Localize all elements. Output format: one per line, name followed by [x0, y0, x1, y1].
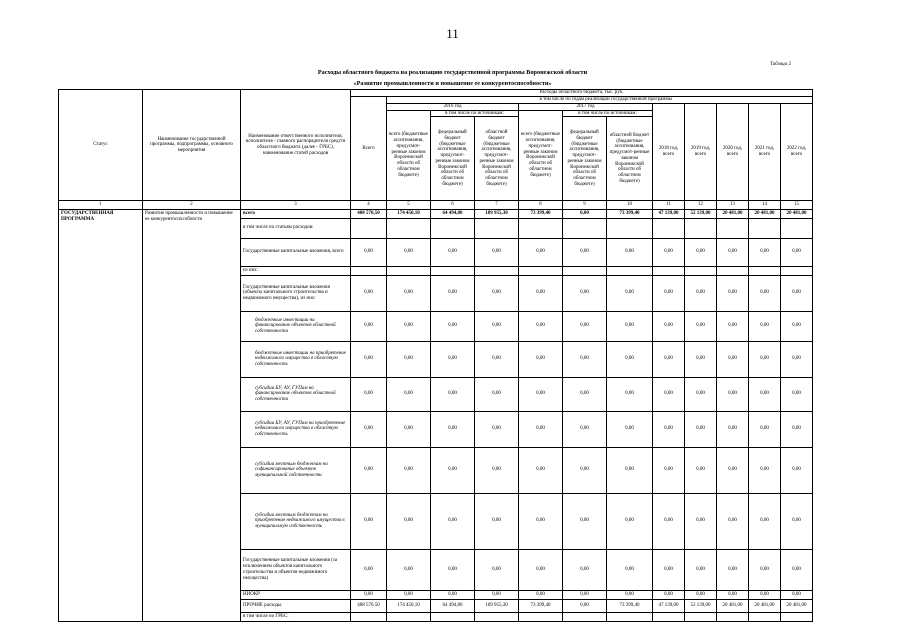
value-cell: 0,00 [519, 377, 563, 411]
value-cell: 0,00 [749, 411, 781, 447]
value-cell: 0,00 [653, 341, 685, 377]
value-cell [387, 612, 431, 621]
value-cell: 73 399,40 [519, 209, 563, 218]
value-cell [351, 612, 387, 621]
value-cell: 73 399,40 [607, 209, 653, 218]
value-cell: 0,00 [717, 275, 749, 311]
col-number: 4 [351, 201, 387, 210]
value-cell: 0,00 [563, 549, 607, 590]
value-cell: 0,00 [387, 377, 431, 411]
value-cell: 0,00 [749, 590, 781, 599]
value-cell: 0,00 [717, 341, 749, 377]
value-cell: 0,00 [685, 377, 717, 411]
title-line-2: «Развитие промышленности и повышение ее конкурентоспособности» [353, 80, 552, 87]
header-col-2017-reg: областной бюджет (бюджетные ассигнования, предусмот-ренные законом Воронежской области об областном бюджете) [607, 117, 653, 201]
value-cell: 0,00 [607, 549, 653, 590]
row-label: бюджетные инвестиции на приобретение недвижимого имущества в областную собственность [241, 341, 351, 377]
value-cell [781, 266, 813, 275]
header-incl-sources-2016: в том числе по источникам: [431, 110, 519, 117]
value-cell: 47 139,00 [653, 599, 685, 612]
value-cell: 0,00 [387, 311, 431, 341]
value-cell: 0,00 [653, 447, 685, 493]
value-cell: 64 494,80 [431, 599, 475, 612]
header-col-2016-total: всего (бюджетные ассигнования, предусмот-ренные законом Воронежской области об областном бюджете) [387, 110, 431, 201]
value-cell: 20 481,00 [781, 599, 813, 612]
value-cell: 0,00 [351, 493, 387, 549]
col-number: 13 [717, 201, 749, 210]
value-cell [475, 266, 519, 275]
value-cell: 0,00 [431, 549, 475, 590]
value-cell [431, 266, 475, 275]
value-cell: 0,00 [749, 447, 781, 493]
value-cell: 0,00 [685, 275, 717, 311]
value-cell: 52 139,00 [685, 599, 717, 612]
value-cell: 0,00 [685, 447, 717, 493]
row-label: субсидии БУ, АУ, ГУПам на приобретение недвижимого имущества в областную собственность [241, 411, 351, 447]
value-cell: 0,00 [685, 411, 717, 447]
value-cell: 0,00 [653, 411, 685, 447]
value-cell [653, 218, 685, 238]
column-numbers-row [59, 201, 813, 210]
value-cell: 0,00 [749, 238, 781, 266]
value-cell: 0,00 [519, 411, 563, 447]
value-cell [475, 218, 519, 238]
value-cell: 0,00 [607, 238, 653, 266]
value-cell: 0,00 [563, 411, 607, 447]
value-cell: 0,00 [431, 341, 475, 377]
row-label: НИОКР [241, 590, 351, 599]
value-cell: 0,00 [519, 275, 563, 311]
col-number: 1 [59, 201, 143, 210]
value-cell [607, 612, 653, 621]
row-label: в том числе по статьям расходов: [241, 218, 351, 238]
value-cell: 0,00 [475, 238, 519, 266]
value-cell: 0,00 [781, 311, 813, 341]
value-cell: 0,00 [475, 590, 519, 599]
col-number: 11 [653, 201, 685, 210]
value-cell: 0,00 [431, 238, 475, 266]
value-cell [749, 612, 781, 621]
value-cell: 0,00 [781, 411, 813, 447]
col-number: 9 [563, 201, 607, 210]
value-cell: 0,00 [475, 275, 519, 311]
value-cell: 174 450,10 [387, 599, 431, 612]
value-cell: 0,00 [607, 447, 653, 493]
value-cell [607, 218, 653, 238]
header-col-2018: 2018 год, всего [653, 103, 685, 201]
value-cell: 0,00 [781, 590, 813, 599]
value-cell: 0,00 [563, 447, 607, 493]
header-col-2016-fed: федеральный бюджет (бюджетные ассигнования, предусмот-ренные законом Воронежской области об областном бюджете) [431, 117, 475, 201]
value-cell: 0,00 [475, 377, 519, 411]
row-label: субсидии БУ, АУ, ГУПам на финансирование объектов областной собственности [241, 377, 351, 411]
header-col-2020: 2020 год, всего [717, 103, 749, 201]
title-line-1: Расходы областного бюджета на реализацию государственной программы Воронежской области [317, 69, 588, 76]
value-cell [351, 218, 387, 238]
value-cell [685, 266, 717, 275]
value-cell [563, 612, 607, 621]
value-cell [519, 266, 563, 275]
col-number: 12 [685, 201, 717, 210]
program-name-cell: Развитие промышленности и повышение ее конкурентоспособности [143, 209, 241, 621]
value-cell: 0,00 [563, 377, 607, 411]
value-cell [685, 612, 717, 621]
value-cell [781, 612, 813, 621]
value-cell: 0,00 [387, 590, 431, 599]
value-cell: 0,00 [519, 447, 563, 493]
row-label: всего [241, 209, 351, 218]
value-cell [653, 266, 685, 275]
row-label: в том числе по ГРБС: [241, 612, 351, 621]
header-year-2017: 2017 год [519, 103, 653, 110]
value-cell: 52 139,00 [685, 209, 717, 218]
header-status: Статус [59, 90, 143, 201]
value-cell: 0,00 [717, 493, 749, 549]
value-cell [519, 218, 563, 238]
value-cell: 0,00 [685, 311, 717, 341]
header-expenses-group: Расходы областного бюджета, тыс. руб. [351, 90, 813, 97]
value-cell: 0,00 [653, 238, 685, 266]
value-cell: 20 481,00 [717, 599, 749, 612]
value-cell: 0,00 [431, 275, 475, 311]
col-number: 7 [475, 201, 519, 210]
value-cell [607, 266, 653, 275]
value-cell: 0,00 [475, 311, 519, 341]
value-cell: 0,00 [431, 411, 475, 447]
value-cell: 0,00 [431, 590, 475, 599]
col-number: 2 [143, 201, 241, 210]
table-note: Таблица 2 [770, 62, 791, 67]
value-cell: 0,00 [685, 549, 717, 590]
value-cell: 0,00 [717, 238, 749, 266]
value-cell: 0,00 [685, 493, 717, 549]
col-number: 5 [387, 201, 431, 210]
value-cell: 0,00 [431, 493, 475, 549]
value-cell: 0,00 [387, 275, 431, 311]
header-executor: Наименование ответственного исполнителя, исполнителя - главного распорядителя средств областного бюджета (далее - ГРБС), наименование статей расходов [241, 90, 351, 201]
col-number: 3 [241, 201, 351, 210]
value-cell: 0,00 [351, 238, 387, 266]
value-cell: 0,00 [519, 590, 563, 599]
value-cell: 0,00 [607, 590, 653, 599]
value-cell: 0,00 [519, 238, 563, 266]
value-cell: 0,00 [749, 275, 781, 311]
value-cell [653, 612, 685, 621]
row-label: субсидии местным бюджетам на приобретение недвижимого имущества в муниципальную собственность [241, 493, 351, 549]
value-cell: 0,00 [653, 275, 685, 311]
value-cell: 0,00 [519, 311, 563, 341]
header-by-years: в том числе по годам реализации государственной программы [387, 97, 813, 104]
value-cell [519, 612, 563, 621]
value-cell: 0,00 [717, 377, 749, 411]
value-cell: 0,00 [781, 447, 813, 493]
value-cell: 0,00 [475, 411, 519, 447]
value-cell: 0,00 [563, 209, 607, 218]
row-label: Государственные капитальные вложения, всего [241, 238, 351, 266]
header-col-2016-reg: областной бюджет (бюджетные ассигнования, предусмот-ренные законом Воронежской области об областном бюджете) [475, 117, 519, 201]
value-cell: 0,00 [563, 493, 607, 549]
value-cell: 0,00 [387, 549, 431, 590]
value-cell: 0,00 [653, 377, 685, 411]
header-program-name: Наименование государственной программы, подпрограммы, основного мероприятия [143, 90, 241, 201]
header-col-2022: 2022 год, всего [781, 103, 813, 201]
value-cell: 0,00 [387, 493, 431, 549]
value-cell: 0,00 [685, 590, 717, 599]
value-cell: 0,00 [717, 311, 749, 341]
header-col-2021: 2021 год, всего [749, 103, 781, 201]
value-cell: 20 481,00 [749, 209, 781, 218]
value-cell: 0,00 [351, 590, 387, 599]
value-cell: 47 139,00 [653, 209, 685, 218]
value-cell [717, 612, 749, 621]
row-label: Государственные капитальные вложения (за исключением объектов капитального строительства и объектов недвижимого имущества) [241, 549, 351, 590]
value-cell [563, 266, 607, 275]
value-cell: 0,00 [351, 341, 387, 377]
value-cell: 0,00 [749, 377, 781, 411]
value-cell: 0,00 [749, 341, 781, 377]
header-col-2019: 2019 год, всего [685, 103, 717, 201]
value-cell: 0,00 [563, 341, 607, 377]
value-cell: 0,00 [685, 341, 717, 377]
value-cell: 0,00 [607, 493, 653, 549]
value-cell: 0,00 [387, 341, 431, 377]
value-cell: 0,00 [781, 238, 813, 266]
value-cell: 73 399,40 [519, 599, 563, 612]
header-col-2017-fed: федеральный бюджет (бюджетные ассигнования, предусмот-ренные законом Воронежской области об областном бюджете) [563, 117, 607, 201]
expenses-table [58, 89, 813, 622]
header-incl-sources-2017: в том числе по источникам: [563, 110, 653, 117]
value-cell: 0,00 [749, 549, 781, 590]
value-cell: 0,00 [387, 447, 431, 493]
value-cell: 0,00 [431, 311, 475, 341]
value-cell: 0,00 [387, 238, 431, 266]
value-cell: 0,00 [717, 549, 749, 590]
value-cell: 0,00 [607, 341, 653, 377]
value-cell: 0,00 [475, 493, 519, 549]
value-cell: 73 399,40 [607, 599, 653, 612]
value-cell: 0,00 [563, 590, 607, 599]
value-cell [749, 218, 781, 238]
row-label: из них: [241, 266, 351, 275]
value-cell: 0,00 [563, 275, 607, 311]
header-total: Всего [351, 97, 387, 201]
row-label: Государственные капитальные вложения (объекты капитального строительства и недвижимого имущества), из них: [241, 275, 351, 311]
value-cell: 0,00 [607, 311, 653, 341]
row-label: ПРОЧИЕ расходы [241, 599, 351, 612]
value-cell: 0,00 [431, 447, 475, 493]
value-cell: 0,00 [475, 447, 519, 493]
value-cell: 109 955,30 [475, 209, 519, 218]
value-cell: 0,00 [685, 238, 717, 266]
value-cell [685, 218, 717, 238]
value-cell [475, 612, 519, 621]
col-number: 15 [781, 201, 813, 210]
value-cell: 0,00 [563, 311, 607, 341]
value-cell: 0,00 [351, 411, 387, 447]
value-cell: 0,00 [653, 493, 685, 549]
value-cell: 0,00 [519, 549, 563, 590]
value-cell: 0,00 [351, 311, 387, 341]
value-cell: 0,00 [351, 549, 387, 590]
value-cell: 64 494,80 [431, 209, 475, 218]
value-cell [431, 612, 475, 621]
value-cell: 0,00 [717, 590, 749, 599]
value-cell: 0,00 [717, 411, 749, 447]
value-cell: 0,00 [519, 493, 563, 549]
table-row [59, 209, 813, 218]
value-cell [387, 218, 431, 238]
value-cell: 0,00 [351, 447, 387, 493]
value-cell [717, 218, 749, 238]
value-cell: 0,00 [563, 599, 607, 612]
value-cell: 0,00 [781, 341, 813, 377]
value-cell: 0,00 [781, 377, 813, 411]
col-number: 6 [431, 201, 475, 210]
value-cell: 0,00 [431, 377, 475, 411]
value-cell [781, 218, 813, 238]
value-cell: 0,00 [351, 377, 387, 411]
value-cell: 0,00 [607, 377, 653, 411]
value-cell: 0,00 [781, 493, 813, 549]
value-cell: 0,00 [519, 341, 563, 377]
col-number: 8 [519, 201, 563, 210]
value-cell: 109 955,30 [475, 599, 519, 612]
value-cell: 0,00 [351, 275, 387, 311]
col-number: 14 [749, 201, 781, 210]
value-cell: 0,00 [717, 447, 749, 493]
col-number: 10 [607, 201, 653, 210]
value-cell: 0,00 [781, 275, 813, 311]
value-cell: 0,00 [781, 549, 813, 590]
value-cell: 0,00 [653, 549, 685, 590]
value-cell [563, 218, 607, 238]
value-cell [351, 266, 387, 275]
value-cell: 0,00 [475, 549, 519, 590]
value-cell: 0,00 [653, 590, 685, 599]
value-cell: 0,00 [475, 341, 519, 377]
value-cell [387, 266, 431, 275]
value-cell: 0,00 [563, 238, 607, 266]
value-cell [717, 266, 749, 275]
value-cell: 174 450,10 [387, 209, 431, 218]
value-cell: 0,00 [749, 311, 781, 341]
value-cell: 408 570,50 [351, 209, 387, 218]
row-label: субсидии местным бюджетам на софинансирование объектов муниципальной собственности [241, 447, 351, 493]
row-label: бюджетные инвестиции на финансирование объектов областной собственности [241, 311, 351, 341]
value-cell: 20 481,00 [717, 209, 749, 218]
status-cell: ГОСУДАРСТВЕННАЯ ПРОГРАММА [59, 209, 143, 621]
value-cell: 0,00 [607, 275, 653, 311]
header-year-2016: 2016 год [387, 103, 519, 110]
value-cell: 0,00 [387, 411, 431, 447]
value-cell: 0,00 [749, 493, 781, 549]
value-cell: 408 570,50 [351, 599, 387, 612]
value-cell [749, 266, 781, 275]
value-cell [431, 218, 475, 238]
value-cell: 0,00 [653, 311, 685, 341]
value-cell: 20 481,00 [749, 599, 781, 612]
page-number: 11 [446, 26, 459, 41]
header-col-2017-total: всего (бюджетные ассигнования, предусмот-ренные законом Воронежской области об областном бюджете) [519, 110, 563, 201]
value-cell: 20 481,00 [781, 209, 813, 218]
value-cell: 0,00 [607, 411, 653, 447]
